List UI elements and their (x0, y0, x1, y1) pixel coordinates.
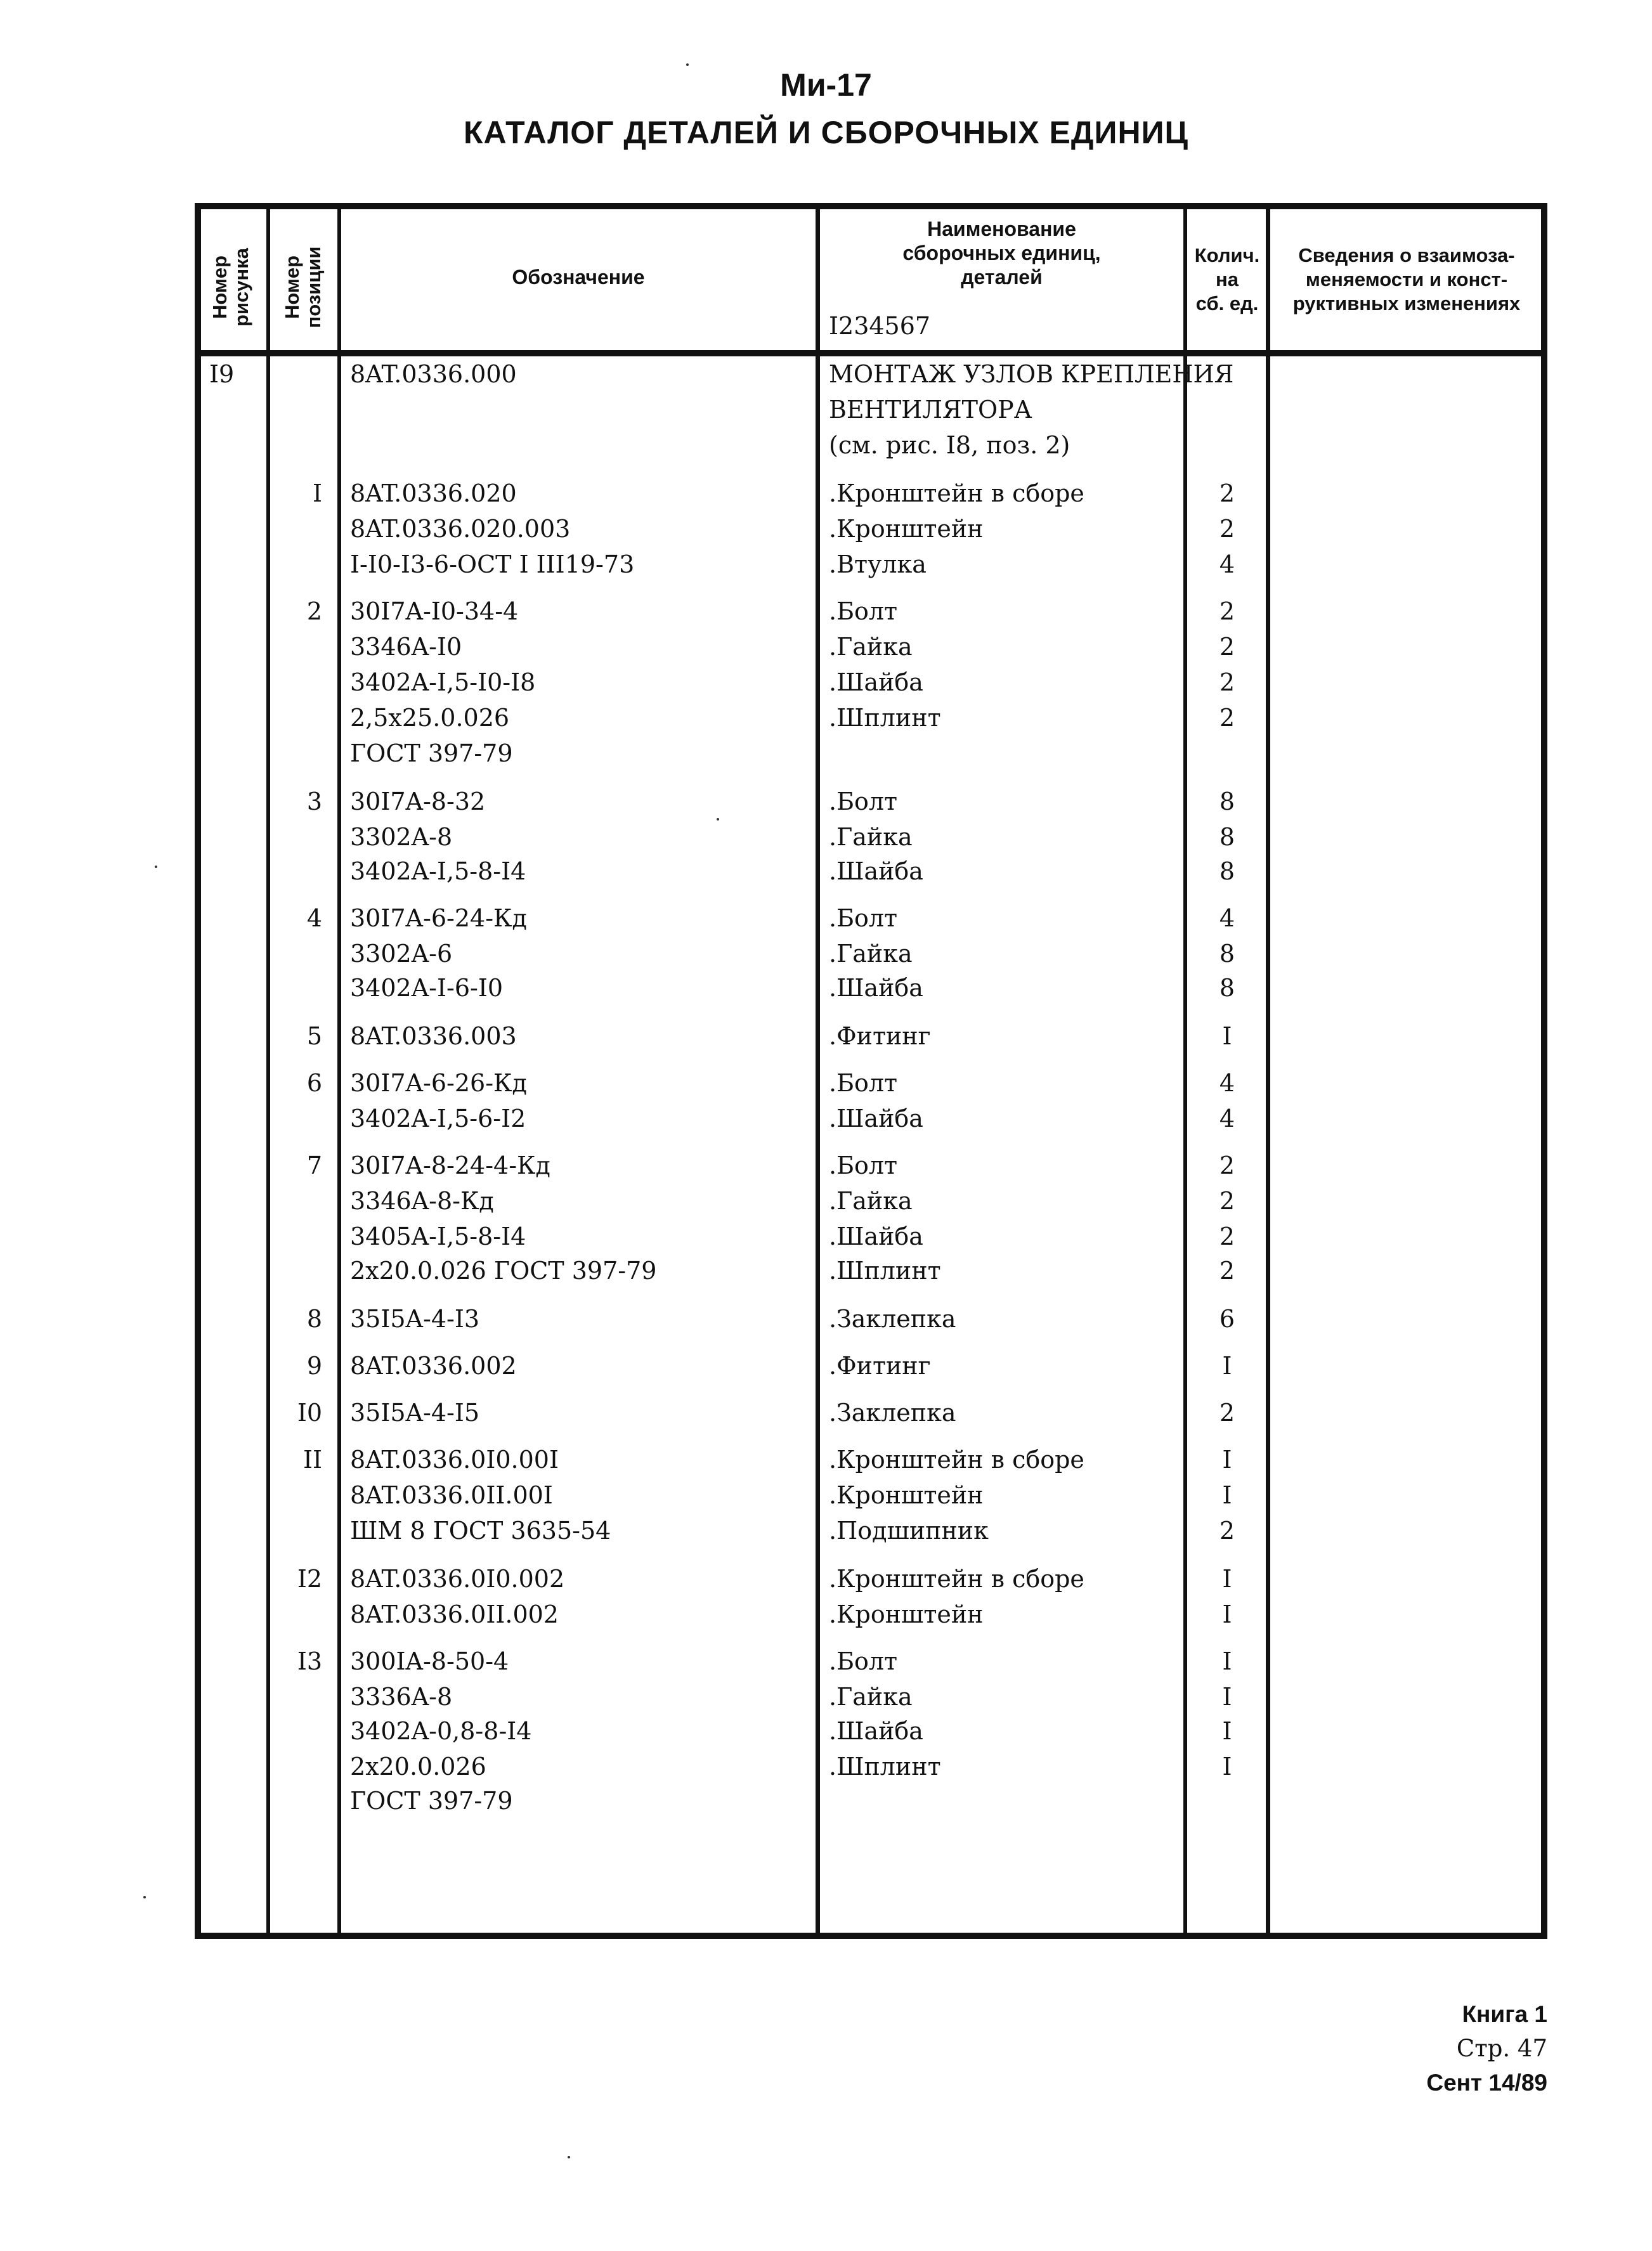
quantity: I (1222, 1600, 1232, 1628)
part-name: .Кронштейн в сборе (829, 1446, 1084, 1474)
quantity: 2 (1219, 1223, 1235, 1250)
quantity: 6 (1219, 1305, 1235, 1333)
part-name: .Кронштейн (829, 1600, 984, 1628)
document-title: КАТАЛОГ ДЕТАЛЕЙ И СБОРОЧНЫХ ЕДИНИЦ (463, 115, 1189, 150)
part-designation: 35I5A-4-I5 (350, 1399, 480, 1427)
part-name: .Шплинт (829, 1257, 941, 1285)
part-designation: 30I7A-8-24-4-Кд (350, 1151, 550, 1179)
part-name: .Шайба (829, 1717, 923, 1745)
quantity: I (1222, 1565, 1232, 1593)
part-name: .Кронштейн (829, 515, 984, 543)
page-footer (1426, 1997, 1547, 2100)
quantity: 2 (1219, 597, 1235, 625)
part-name: .Гайка (829, 633, 913, 661)
quantity: 2 (1219, 1187, 1235, 1215)
part-name: .Фитинг (829, 1352, 931, 1380)
position-number: I (312, 479, 322, 507)
part-designation: 2x20.0.026 ГОСТ 397-79 (350, 1257, 657, 1285)
part-name: .Шплинт (829, 1753, 941, 1781)
part-designation: 3402A-I,5-8-I4 (350, 857, 526, 885)
quantity: 4 (1219, 1069, 1235, 1097)
part-name: .Болт (829, 1151, 898, 1179)
quantity: 2 (1219, 633, 1235, 661)
header-divider (195, 350, 1547, 356)
position-number: 7 (306, 1151, 322, 1179)
quantity: 8 (1219, 823, 1235, 851)
part-name: .Кронштейн в сборе (829, 479, 1084, 507)
position-number: 3 (306, 788, 322, 815)
part-designation: 8AT.0336.003 (350, 1022, 517, 1050)
quantity: 2 (1219, 1151, 1235, 1179)
part-designation: 3405A-I,5-8-I4 (350, 1223, 526, 1250)
part-designation: 2,5x25.0.026 (350, 704, 510, 732)
quantity: 2 (1219, 1517, 1235, 1545)
part-name: .Болт (829, 904, 898, 932)
quantity: 8 (1219, 974, 1235, 1002)
position-number: I0 (297, 1399, 322, 1427)
scan-speck (717, 818, 719, 821)
header-position-number: Номер позиции (281, 246, 325, 328)
part-designation: 3402A-I-6-I0 (350, 974, 504, 1002)
part-designation: 3302A-8 (350, 823, 453, 851)
revision-date: Сент 14/89 (1426, 2070, 1547, 2096)
part-name: ВЕНТИЛЯТОРА (829, 396, 1032, 424)
part-name: МОНТАЖ УЗЛОВ КРЕПЛЕНИЯ (829, 360, 1234, 388)
part-name: .Болт (829, 597, 898, 625)
header-name: Наименование сборочных единиц, деталей (902, 217, 1101, 289)
part-designation: 8AT.0336.020 (350, 479, 517, 507)
part-designation: I-I0-I3-6-ОСТ I III19-73 (350, 550, 635, 578)
part-name: .Гайка (829, 1187, 913, 1215)
part-designation: 8AT.0336.020.003 (350, 515, 571, 543)
column-divider (266, 203, 270, 1939)
part-name: .Втулка (829, 550, 927, 578)
part-designation: ГОСТ 397-79 (350, 739, 513, 767)
quantity: 8 (1219, 857, 1235, 885)
part-name: (см. рис. I8, поз. 2) (829, 431, 1070, 459)
column-divider (337, 203, 341, 1939)
part-name: .Гайка (829, 1683, 913, 1711)
part-designation: ГОСТ 397-79 (350, 1787, 513, 1815)
quantity: 4 (1219, 550, 1235, 578)
position-number: 2 (306, 597, 322, 625)
part-designation: ШМ 8 ГОСТ 3635-54 (350, 1517, 611, 1545)
part-name: .Шайба (829, 668, 923, 696)
quantity: 8 (1219, 788, 1235, 815)
part-designation: 3346A-I0 (350, 633, 462, 661)
quantity: I (1222, 1683, 1232, 1711)
part-designation: 3346A-8-Кд (350, 1187, 494, 1215)
scan-speck (568, 2156, 570, 2158)
quantity: 4 (1219, 904, 1235, 932)
part-name: .Подшипник (829, 1517, 989, 1545)
quantity: I (1222, 1647, 1232, 1675)
part-designation: 30I7A-I0-34-4 (350, 597, 519, 625)
position-number: 8 (306, 1305, 322, 1333)
quantity: I (1222, 1717, 1232, 1745)
scan-speck (155, 866, 157, 868)
quantity: 4 (1219, 1105, 1235, 1132)
part-designation: 3336A-8 (350, 1683, 453, 1711)
quantity: 8 (1219, 940, 1235, 968)
page-number: Стр. 47 (1456, 2035, 1547, 2062)
part-name: .Болт (829, 788, 898, 815)
quantity: 2 (1219, 668, 1235, 696)
book-number: Книга 1 (1462, 2001, 1547, 2027)
scan-speck (686, 63, 689, 66)
quantity: 2 (1219, 515, 1235, 543)
position-number: I2 (297, 1565, 322, 1593)
part-designation: 2x20.0.026 (350, 1753, 486, 1781)
part-name: .Заклепка (829, 1305, 956, 1333)
quantity: 2 (1219, 479, 1235, 507)
part-designation: 8AT.0336.000 (350, 360, 517, 388)
figure-number: I9 (209, 360, 235, 388)
position-number: 6 (306, 1069, 322, 1097)
quantity: I (1222, 1352, 1232, 1380)
part-designation: 30I7A-6-24-Кд (350, 904, 527, 932)
quantity: I (1222, 1481, 1232, 1509)
quantity: 2 (1219, 1399, 1235, 1427)
part-name: .Шайба (829, 1223, 923, 1250)
part-designation: 8AT.0336.002 (350, 1352, 517, 1380)
part-name: .Шайба (829, 974, 923, 1002)
header-name-digits: I234567 (829, 312, 931, 340)
header-quantity: Колич. на сб. ед. (1194, 244, 1260, 315)
part-designation: 35I5A-4-I3 (350, 1305, 480, 1333)
part-designation: 3402A-I,5-6-I2 (350, 1105, 526, 1132)
quantity: I (1222, 1753, 1232, 1781)
position-number: 5 (306, 1022, 322, 1050)
part-name: .Шплинт (829, 704, 941, 732)
part-designation: 8AT.0336.0II.002 (350, 1600, 559, 1628)
part-name: .Шайба (829, 857, 923, 885)
scan-speck (143, 1896, 146, 1898)
part-name: .Фитинг (829, 1022, 931, 1050)
column-divider (816, 203, 820, 1939)
position-number: I3 (297, 1647, 322, 1675)
header-designation: Обозначение (512, 266, 645, 289)
position-number: II (302, 1446, 322, 1474)
part-name: .Болт (829, 1069, 898, 1097)
header-interchangeability-notes: Сведения о взаимоза- меняемости и конст- руктивных изменениях (1292, 244, 1521, 315)
part-designation: 8AT.0336.0I0.00I (350, 1446, 559, 1474)
header-figure-number: Номер рисунка (209, 248, 252, 327)
quantity: I (1222, 1446, 1232, 1474)
part-designation: 3402A-I,5-I0-I8 (350, 668, 536, 696)
part-name: .Гайка (829, 940, 913, 968)
part-name: .Гайка (829, 823, 913, 851)
position-number: 9 (306, 1352, 322, 1380)
quantity: I (1222, 1022, 1232, 1050)
part-designation: 8AT.0336.0II.00I (350, 1481, 553, 1509)
part-name: .Болт (829, 1647, 898, 1675)
part-designation: 3402A-0,8-8-I4 (350, 1717, 532, 1745)
part-name: .Шайба (829, 1105, 923, 1132)
part-name: .Заклепка (829, 1399, 956, 1427)
quantity: 2 (1219, 704, 1235, 732)
part-designation: 30I7A-8-32 (350, 788, 486, 815)
part-name: .Кронштейн в сборе (829, 1565, 1084, 1593)
column-divider (1266, 203, 1270, 1939)
document-model: Ми-17 (780, 67, 872, 103)
part-name: .Кронштейн (829, 1481, 984, 1509)
part-designation: 300IA-8-50-4 (350, 1647, 509, 1675)
part-designation: 30I7A-6-26-Кд (350, 1069, 527, 1097)
position-number: 4 (306, 904, 322, 932)
quantity: 2 (1219, 1257, 1235, 1285)
part-designation: 3302A-6 (350, 940, 453, 968)
part-designation: 8AT.0336.0I0.002 (350, 1565, 565, 1593)
column-divider (1183, 203, 1187, 1939)
